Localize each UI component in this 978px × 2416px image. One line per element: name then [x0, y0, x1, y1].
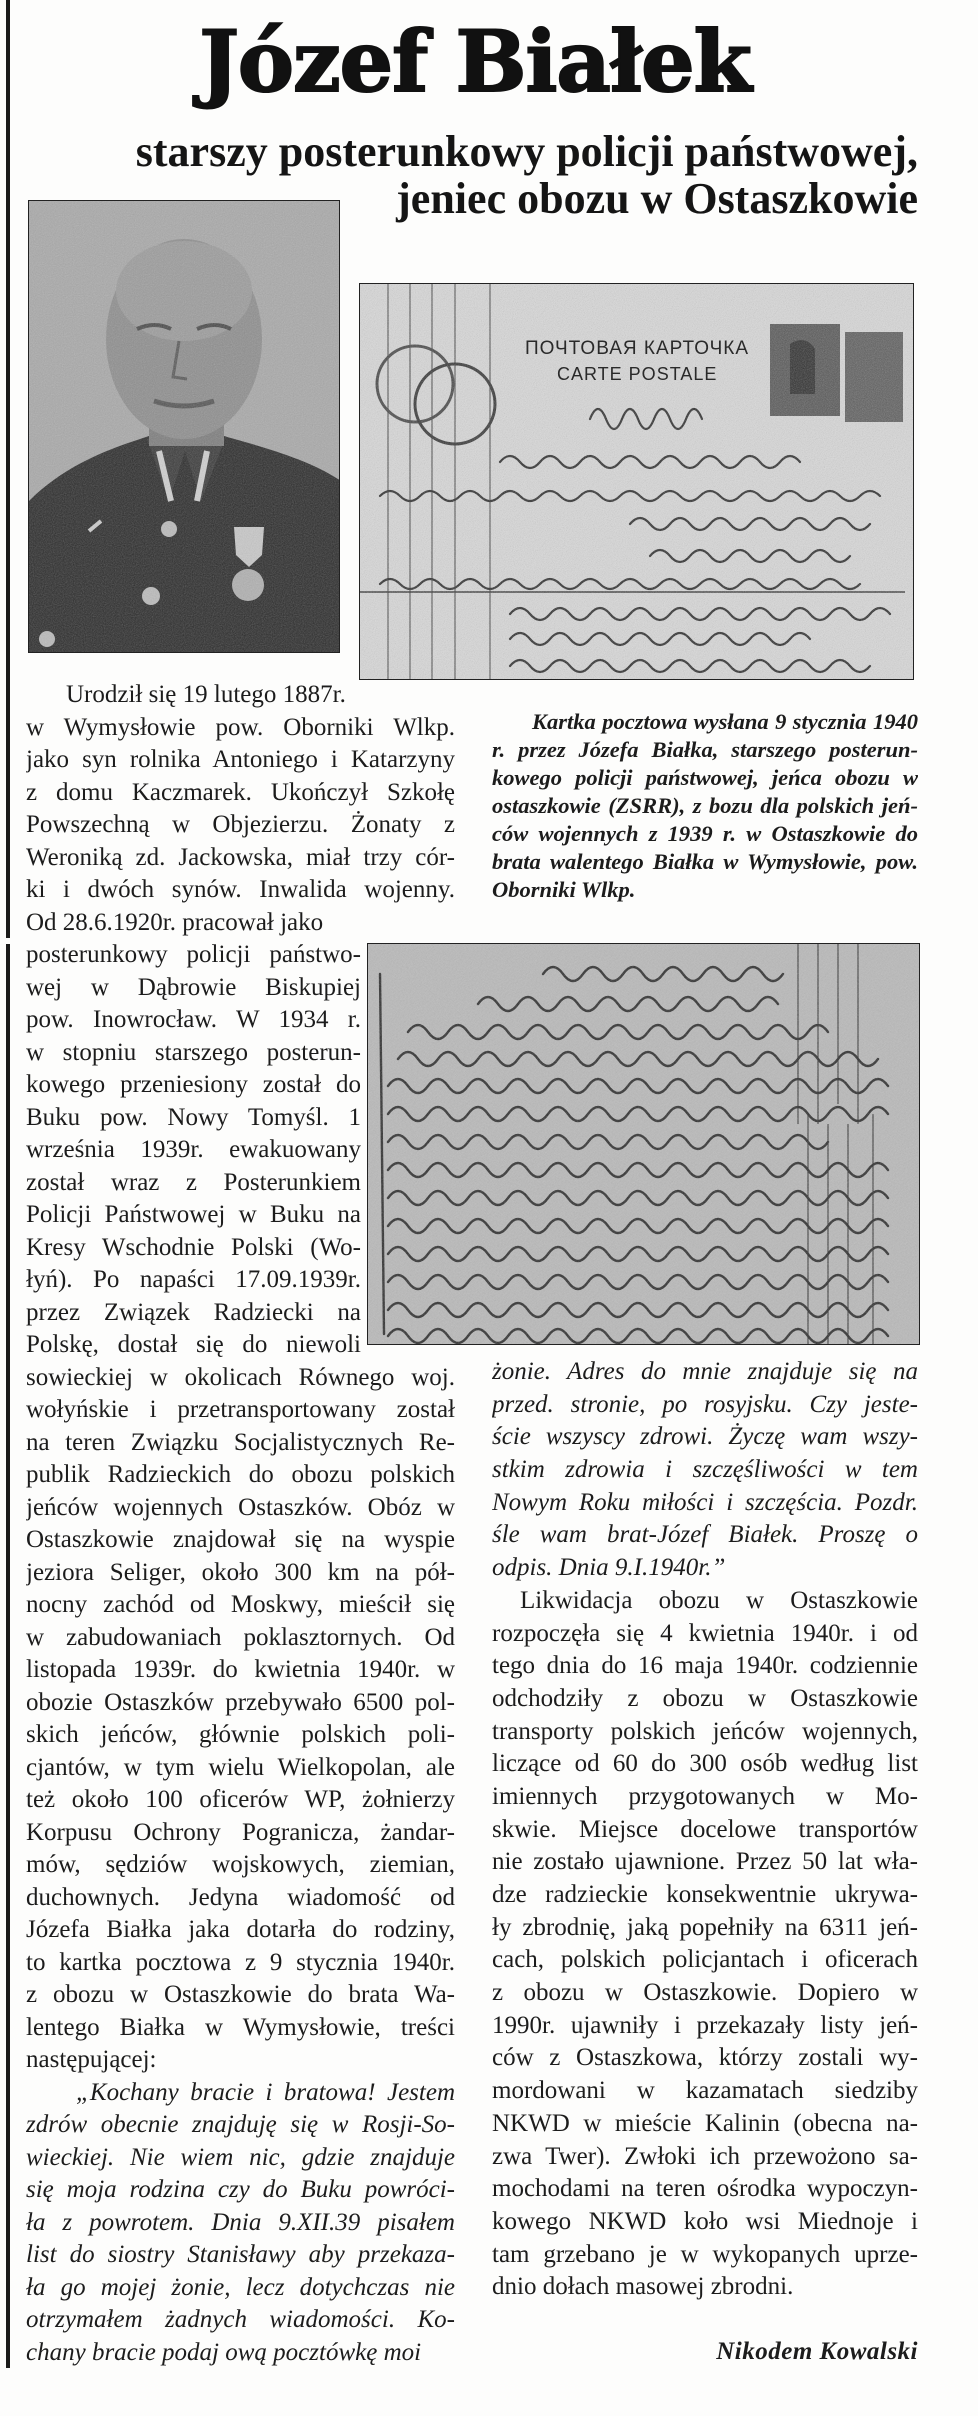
body-line: się moja rodzina czy do Buku powróci- [26, 2176, 455, 2203]
caption-line: Kartka pocztowa wysłana 9 stycznia 1940 [532, 709, 918, 734]
body-line: ście wszyscy zdrowi. Życzę wam wszy- [492, 1423, 918, 1451]
body-line: ły zbrodnię, jaką popełniły na 6311 jeń- [492, 1913, 918, 1941]
body-line: jeziora Seliger, około 300 km na pół- [26, 1558, 455, 1586]
caption-line: Oborniki Wlkp. [492, 877, 636, 902]
body-line: 1990r. ujawniły i przekazały listy jeń- [492, 2011, 918, 2039]
body-line: odchodziły z obozu w Ostaszkowie [492, 1684, 918, 1712]
body-line: cjantów, w tym wielu Wielkopolan, ale [26, 1753, 455, 1781]
body-line: z domu Kaczmarek. Ukończył Szkołę [26, 778, 455, 806]
body-line: odpis. Dnia 9.I.1940r.” [492, 1554, 726, 1582]
body-line: publik Radzieckich do obozu polskich [26, 1461, 455, 1488]
article-subtitle-line-2: jeniec obozu w Ostaszkowie [396, 174, 918, 223]
body-line: tego dnia do 16 maja 1940r. codziennie [492, 1652, 918, 1680]
body-line: NKWD w mieście Kalinin (obecna na- [492, 2109, 918, 2137]
body-line: ców z Ostaszkowa, którzy zostali wy- [492, 2044, 918, 2072]
body-line: Polskę, dostał się do niewoli [26, 1331, 361, 1358]
body-line: Likwidacja obozu w Ostaszkowie [520, 1586, 918, 1614]
right-column-text [492, 1356, 918, 2304]
postcard-printed-subheading: CARTE POSTALE [557, 364, 718, 384]
body-line: transporty polskich jeńców wojennych, [492, 1717, 918, 1745]
body-line: mochodami na teren ośrodka wypoczyn- [492, 2175, 918, 2203]
body-line: rozpoczęła się 4 kwietnia 1940r. i od [492, 1619, 918, 1647]
postcard-front-photo [359, 283, 914, 680]
body-line: skwie. Miejsce docelowe transportów [492, 1815, 918, 1843]
body-line: sowieckiej w okolicach Równego woj. [26, 1363, 455, 1391]
body-line: obozie Ostaszków przebywało 6500 pol- [26, 1688, 455, 1716]
body-line: Korpusu Ochrony Pogranicza, żandar- [26, 1818, 455, 1846]
body-line: Od 28.6.1920r. pracował jako [26, 908, 324, 936]
postcard-printed-heading: ПОЧТОВАЯ КАРТОЧКА [525, 338, 750, 359]
portrait-photo-icon [29, 201, 340, 653]
body-line: pow. Inowrocław. W 1934 r. [26, 1006, 361, 1033]
body-line: Ostaszkowie znajdował się na wyspie [26, 1526, 455, 1553]
body-line: Józefa Białka jaka dotarła do rodziny, [26, 1916, 455, 1943]
body-line: Policji Państwowej w Buku na [26, 1201, 361, 1228]
body-line: przez Związek Radziecki na [26, 1298, 361, 1326]
body-line: jako syn rolnika Antoniego i Katarzyny [26, 746, 455, 773]
author-signature: Nikodem Kowalski [716, 2338, 918, 2365]
article-title: Józef Białek [199, 12, 751, 111]
body-line: Buku pow. Nowy Tomyśl. 1 [26, 1103, 361, 1131]
body-line: przed. stronie, po rosyjsku. Czy jeste- [492, 1390, 918, 1418]
caption-line: brata walentego Białka w Wymysłowie, pow. [492, 849, 918, 874]
body-line: Nowym Roku miłości i szczęścia. Pozdr. [492, 1488, 918, 1516]
body-line: z obozu w Ostaszkowie do brata Wa- [26, 1981, 455, 2008]
body-line: stkim zdrowia i szczęśliwości w tem [492, 1456, 918, 1484]
body-line: listopada 1939r. do kwietnia 1940r. w [26, 1656, 455, 1683]
body-line: tam grzebano je w wykopanych uprze- [492, 2240, 918, 2268]
body-line: list do siostry Stanisławy aby przekaza- [26, 2241, 455, 2268]
body-line: skich jeńców, głównie polskich poli- [26, 1721, 455, 1748]
body-line: dnio dołach masowej zbrodni. [492, 2273, 794, 2301]
body-line: śle wam brat-Józef Białek. Proszę o [492, 1521, 918, 1549]
photo-caption [492, 708, 918, 904]
caption-line: ców wojennych z 1939 r. w Ostaszkowie do [492, 821, 918, 846]
portrait-photo [28, 200, 340, 653]
body-line: na teren Związku Socjalistycznych Re- [26, 1428, 455, 1456]
body-line: wołyńskie i przetransportowany został [26, 1396, 455, 1423]
body-line: ki i dwóch synów. Inwalida wojenny. [26, 876, 455, 903]
body-line: liczące od 60 do 300 osób według list [492, 1750, 918, 1778]
body-line: zdrów obecnie znajduję się w Rosji-So- [26, 2111, 455, 2138]
body-line: chany bracie podaj ową pocztówkę moi [26, 2338, 422, 2366]
body-line: wej w Dąbrowie Biskupiej [26, 973, 361, 1001]
body-line: to kartka pocztowa z 9 stycznia 1940r. [26, 1948, 455, 1976]
article-subtitle-line-1: starszy posterunkowy policji państwowej, [135, 127, 918, 176]
body-line: mordowani w kazamatach siedziby [492, 2077, 918, 2105]
body-line: „Kochany bracie i bratowa! Jestem [76, 2078, 455, 2106]
body-line: ła go mojej żonie, lecz dotychczas nie [26, 2273, 455, 2301]
body-line: duchownych. Jedyna wiadomość od [26, 1883, 455, 1911]
body-line: z obozu w Ostaszkowie. Dopiero w [492, 1979, 918, 2007]
body-line: dze radzieckie konsekwentnie ukrywa- [492, 1881, 918, 1908]
body-line: cach, polskich policjantach i oficerach [492, 1946, 918, 1974]
column-rule-top [6, 0, 10, 938]
body-line: kowego przeniesiony został do [26, 1071, 361, 1098]
body-line: września 1939r. ewakuowany [26, 1136, 361, 1163]
body-line: żonie. Adres do mnie znajduje się na [492, 1358, 918, 1385]
body-line: następującej: [26, 2046, 157, 2073]
caption-line: r. przez Józefa Białka, starszego posterun- [492, 737, 918, 762]
body-line: wieckiej. Nie wiem nic, gdzie znajduje [26, 2143, 455, 2171]
body-line: nocny zachód od Moskwy, mieścił się [26, 1591, 455, 1618]
body-line: łyń). Po napaści 17.09.1939r. [26, 1266, 361, 1293]
body-line: jeńców wojennych Ostaszków. Obóz w [26, 1493, 455, 1521]
body-line: Kresy Wschodnie Polski (Wo- [26, 1233, 361, 1261]
body-line: mów, sędziów wojskowych, ziemian, [26, 1851, 455, 1878]
body-line: Weroniką zd. Jackowska, miał trzy cór- [26, 843, 455, 871]
body-line: też około 100 oficerów WP, żołnierzy [26, 1786, 455, 1813]
body-line: ła z powrotem. Dnia 9.XII.39 pisałem [26, 2208, 455, 2236]
body-line: kowego NKWD koło wsi Miednoje i [492, 2207, 918, 2235]
left-column-text [26, 679, 455, 2369]
body-line: lentego Białka w Wymysłowie, treści [26, 2013, 455, 2041]
body-line: Urodził się 19 lutego 1887r. [66, 681, 346, 708]
body-line: posterunkowy policji państwo- [26, 941, 361, 968]
body-line: zwa Twer). Zwłoki ich przewożono sa- [492, 2142, 918, 2170]
body-line: w zabudowaniach poklasztornych. Od [26, 1623, 455, 1651]
body-line: Powszechną w Objezierzu. Żonaty z [26, 811, 455, 838]
body-line: imiennych przygotowanych w Mo- [492, 1782, 918, 1810]
body-line: otrzymałem żadnych wiadomości. Ko- [26, 2306, 455, 2333]
body-line: w Wymysłowie pow. Oborniki Wlkp. [26, 713, 455, 741]
caption-line: ostaszkowie (ZSRR), z bozu dla polskich jeń- [492, 793, 918, 818]
column-rule-bottom [6, 944, 10, 2368]
body-line: w stopniu starszego posterun- [26, 1038, 361, 1066]
caption-line: kowego policji państwowej, jeńca obozu w [492, 765, 918, 790]
body-line: nie zostało ujawnione. Przez 50 lat wła- [492, 1848, 918, 1876]
body-line: został wraz z Posterunkiem [26, 1168, 361, 1196]
